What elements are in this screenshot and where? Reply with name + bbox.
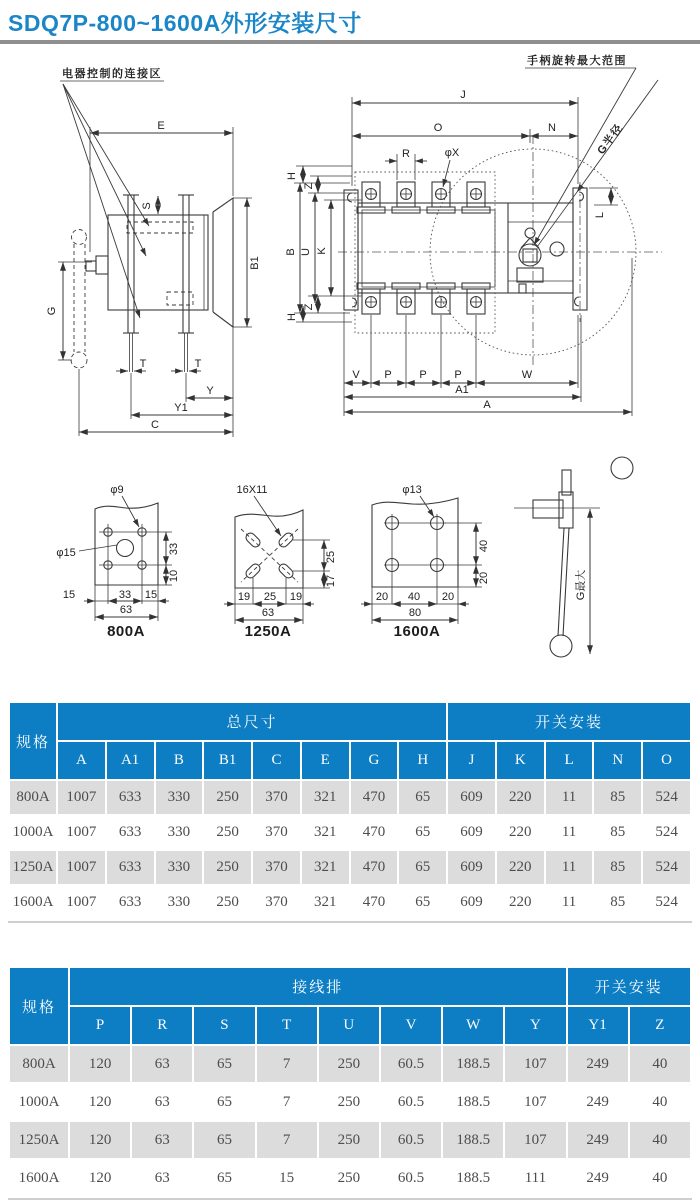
value-cell: 609	[448, 816, 495, 849]
dim-label-1250-63: 63	[261, 607, 275, 619]
group-header-switch-mounting: 开关安装	[448, 703, 690, 740]
value-cell: 63	[132, 1160, 192, 1196]
value-cell: 633	[107, 781, 154, 814]
value-cell: 107	[505, 1046, 565, 1082]
spec-cell: 1250A	[10, 851, 56, 884]
value-cell: 470	[351, 781, 398, 814]
dim-label-y1: Y1	[174, 402, 188, 414]
column-header: B	[156, 742, 203, 779]
value-cell: 250	[204, 886, 251, 919]
value-cell: 321	[302, 816, 349, 849]
value-cell: 188.5	[443, 1160, 503, 1196]
value-cell: 63	[132, 1046, 192, 1082]
callout-handle-range: 手柄旋转最大范围	[527, 55, 627, 67]
dim-label-1600-40v: 40	[478, 539, 490, 553]
value-cell: 107	[505, 1084, 565, 1120]
value-cell: 370	[253, 851, 300, 884]
value-cell: 370	[253, 781, 300, 814]
dim-label-800-33v: 33	[168, 542, 180, 556]
group-header-busbar: 接线排	[70, 968, 566, 1005]
detail-caption-800a: 800A	[107, 623, 145, 640]
dim-label-t2: T	[194, 358, 202, 370]
column-header: B1	[204, 742, 251, 779]
value-cell: 107	[505, 1122, 565, 1158]
dim-label-g-max: G最大	[575, 569, 587, 601]
dim-label-j: J	[460, 89, 466, 101]
handle-side-view	[514, 457, 633, 657]
value-cell: 40	[630, 1122, 690, 1158]
value-cell: 633	[107, 886, 154, 919]
dim-label-b1: B1	[249, 256, 261, 270]
table-row	[10, 886, 690, 919]
value-cell: 1007	[58, 781, 105, 814]
value-cell: 220	[497, 851, 544, 884]
dim-label-800-15l: 15	[62, 589, 76, 601]
column-header: S	[194, 1007, 254, 1044]
dim-label-1250-17v: 17	[325, 574, 337, 588]
page-title: SDQ7P-800~1600A外形安装尺寸	[8, 10, 362, 36]
value-cell: 330	[156, 851, 203, 884]
dim-label-1250-25b: 25	[263, 591, 277, 603]
dim-label-z-top: Z	[303, 182, 315, 190]
detail-1250a	[224, 484, 337, 640]
value-cell: 470	[351, 886, 398, 919]
dim-label-800-63: 63	[119, 604, 133, 616]
dim-label-y: Y	[206, 385, 214, 397]
table-row	[10, 781, 690, 814]
value-cell: 524	[643, 781, 690, 814]
column-header: N	[594, 742, 641, 779]
value-cell: 321	[302, 886, 349, 919]
value-cell: 1007	[58, 886, 105, 919]
dim-label-1600-20v: 20	[478, 571, 490, 585]
column-header: Y	[505, 1007, 565, 1044]
dim-label-h-top: H	[286, 172, 298, 180]
value-cell: 250	[204, 781, 251, 814]
dim-label-r: R	[402, 148, 410, 160]
value-cell: 609	[448, 851, 495, 884]
dim-label-o: O	[433, 122, 443, 134]
value-cell: 524	[643, 816, 690, 849]
value-cell: 60.5	[381, 1084, 441, 1120]
hole-label-phi9: φ9	[110, 484, 124, 496]
dim-label-a1: A1	[455, 384, 469, 396]
spec-cell: 1000A	[10, 1084, 68, 1120]
value-cell: 11	[546, 781, 593, 814]
dim-label-a: A	[483, 399, 491, 411]
spec-cell: 1250A	[10, 1122, 68, 1158]
column-header: L	[546, 742, 593, 779]
value-cell: 609	[448, 781, 495, 814]
group-header-switch-mounting: 开关安装	[568, 968, 691, 1005]
value-cell: 321	[302, 851, 349, 884]
value-cell: 321	[302, 781, 349, 814]
value-cell: 60.5	[381, 1160, 441, 1196]
value-cell: 120	[70, 1046, 130, 1082]
dim-label-p2: P	[419, 369, 427, 381]
value-cell: 11	[546, 851, 593, 884]
value-cell: 40	[630, 1084, 690, 1120]
value-cell: 370	[253, 816, 300, 849]
detail-caption-1250a: 1250A	[244, 623, 292, 640]
value-cell: 188.5	[443, 1122, 503, 1158]
dim-label-1600-80: 80	[408, 607, 422, 619]
value-cell: 85	[594, 781, 641, 814]
side-view	[46, 66, 261, 437]
value-cell: 120	[70, 1084, 130, 1120]
value-cell: 188.5	[443, 1084, 503, 1120]
detail-1600a	[361, 484, 490, 640]
overall-dimensions-table	[8, 701, 692, 923]
dim-label-n: N	[548, 122, 556, 134]
column-header-row	[10, 1007, 690, 1044]
value-cell: 63	[132, 1122, 192, 1158]
spec-cell: 800A	[10, 781, 56, 814]
spec-cell: 1000A	[10, 816, 56, 849]
value-cell: 65	[194, 1122, 254, 1158]
spec-header: 规格	[10, 968, 68, 1044]
detail-caption-1600a: 1600A	[393, 623, 441, 640]
column-header: G	[351, 742, 398, 779]
hole-label-phi15: φ15	[56, 547, 76, 559]
value-cell: 85	[594, 886, 641, 919]
dim-label-u: U	[300, 248, 312, 256]
value-cell: 7	[257, 1046, 317, 1082]
table-row	[10, 1084, 690, 1120]
value-cell: 111	[505, 1160, 565, 1196]
dim-label-1600-20l: 20	[375, 591, 389, 603]
value-cell: 65	[399, 816, 446, 849]
table-body	[10, 1046, 690, 1196]
column-header: T	[257, 1007, 317, 1044]
value-cell: 249	[568, 1084, 628, 1120]
value-cell: 370	[253, 886, 300, 919]
column-header: U	[319, 1007, 379, 1044]
spec-cell: 1600A	[10, 886, 56, 919]
value-cell: 250	[204, 851, 251, 884]
value-cell: 250	[319, 1084, 379, 1120]
column-header: C	[253, 742, 300, 779]
dim-label-z-bottom: Z	[303, 303, 315, 311]
dim-label-1600-40b: 40	[407, 591, 421, 603]
value-cell: 250	[319, 1160, 379, 1196]
value-cell: 11	[546, 816, 593, 849]
value-cell: 330	[156, 886, 203, 919]
value-cell: 65	[399, 886, 446, 919]
column-header: Z	[630, 1007, 690, 1044]
value-cell: 7	[257, 1084, 317, 1120]
table-body	[10, 781, 690, 919]
dim-label-g: G	[46, 306, 58, 316]
value-cell: 85	[594, 851, 641, 884]
spec-cell: 1600A	[10, 1160, 68, 1196]
value-cell: 65	[194, 1084, 254, 1120]
value-cell: 188.5	[443, 1046, 503, 1082]
value-cell: 250	[319, 1046, 379, 1082]
value-cell: 65	[399, 851, 446, 884]
dim-label-p1: P	[384, 369, 392, 381]
dim-label-b: B	[285, 248, 297, 256]
value-cell: 7	[257, 1122, 317, 1158]
spec-header: 规格	[10, 703, 56, 779]
dim-label-1250-25v: 25	[325, 550, 337, 564]
top-view	[285, 53, 662, 416]
value-cell: 249	[568, 1046, 628, 1082]
column-header: W	[443, 1007, 503, 1044]
column-header: R	[132, 1007, 192, 1044]
dim-label-c: C	[151, 419, 159, 431]
value-cell: 11	[546, 886, 593, 919]
value-cell: 65	[194, 1046, 254, 1082]
dim-label-1250-19r: 19	[289, 591, 303, 603]
dim-label-1250-19l: 19	[237, 591, 251, 603]
hole-label-16x11: 16X11	[236, 484, 268, 496]
value-cell: 633	[107, 816, 154, 849]
value-cell: 524	[643, 851, 690, 884]
table-row	[10, 851, 690, 884]
dim-label-800-33b: 33	[118, 589, 132, 601]
dim-label-w: W	[521, 369, 533, 381]
dim-label-800-15r: 15	[144, 589, 158, 601]
column-header: P	[70, 1007, 130, 1044]
spec-cell: 800A	[10, 1046, 68, 1082]
value-cell: 220	[497, 816, 544, 849]
value-cell: 1007	[58, 851, 105, 884]
value-cell: 470	[351, 851, 398, 884]
column-header: J	[448, 742, 495, 779]
dim-label-phi-x: φX	[444, 147, 460, 159]
dim-label-t1: T	[139, 358, 147, 370]
value-cell: 249	[568, 1122, 628, 1158]
value-cell: 120	[70, 1122, 130, 1158]
column-header: A	[58, 742, 105, 779]
dim-label-1600-20r: 20	[441, 591, 455, 603]
value-cell: 60.5	[381, 1122, 441, 1158]
value-cell: 1007	[58, 816, 105, 849]
dim-label-h-bottom: H	[286, 313, 298, 321]
dim-label-k: K	[316, 247, 328, 255]
value-cell: 220	[497, 781, 544, 814]
column-header: E	[302, 742, 349, 779]
hole-label-phi13: φ13	[402, 484, 422, 496]
value-cell: 609	[448, 886, 495, 919]
group-header-overall-size: 总尺寸	[58, 703, 446, 740]
value-cell: 65	[194, 1160, 254, 1196]
value-cell: 470	[351, 816, 398, 849]
table-row	[10, 1046, 690, 1082]
table-row	[10, 816, 690, 849]
column-header: K	[497, 742, 544, 779]
value-cell: 220	[497, 886, 544, 919]
value-cell: 249	[568, 1160, 628, 1196]
value-cell: 250	[204, 816, 251, 849]
detail-800a	[56, 484, 180, 640]
dim-label-e: E	[157, 120, 165, 132]
value-cell: 85	[594, 816, 641, 849]
value-cell: 63	[132, 1084, 192, 1120]
dim-label-l: L	[594, 211, 606, 219]
column-header: Y1	[568, 1007, 628, 1044]
value-cell: 120	[70, 1160, 130, 1196]
value-cell: 65	[399, 781, 446, 814]
table-row	[10, 1160, 690, 1196]
column-header: A1	[107, 742, 154, 779]
value-cell: 633	[107, 851, 154, 884]
value-cell: 524	[643, 886, 690, 919]
busbar-dimensions-table	[8, 966, 692, 1200]
value-cell: 60.5	[381, 1046, 441, 1082]
value-cell: 15	[257, 1160, 317, 1196]
table-row	[10, 1122, 690, 1158]
value-cell: 40	[630, 1160, 690, 1196]
dim-label-g-radius: G半径	[595, 121, 626, 157]
value-cell: 330	[156, 816, 203, 849]
column-header: O	[643, 742, 690, 779]
value-cell: 330	[156, 781, 203, 814]
dim-label-s: S	[141, 202, 153, 210]
column-header: V	[381, 1007, 441, 1044]
dim-label-800-10v: 10	[168, 569, 180, 583]
column-header: H	[399, 742, 446, 779]
value-cell: 40	[630, 1046, 690, 1082]
dim-label-p3: P	[454, 369, 462, 381]
callout-electrical-zone: 电器控制的连接区	[62, 68, 162, 80]
dim-label-v: V	[352, 369, 360, 381]
column-header-row	[10, 742, 690, 779]
value-cell: 250	[319, 1122, 379, 1158]
